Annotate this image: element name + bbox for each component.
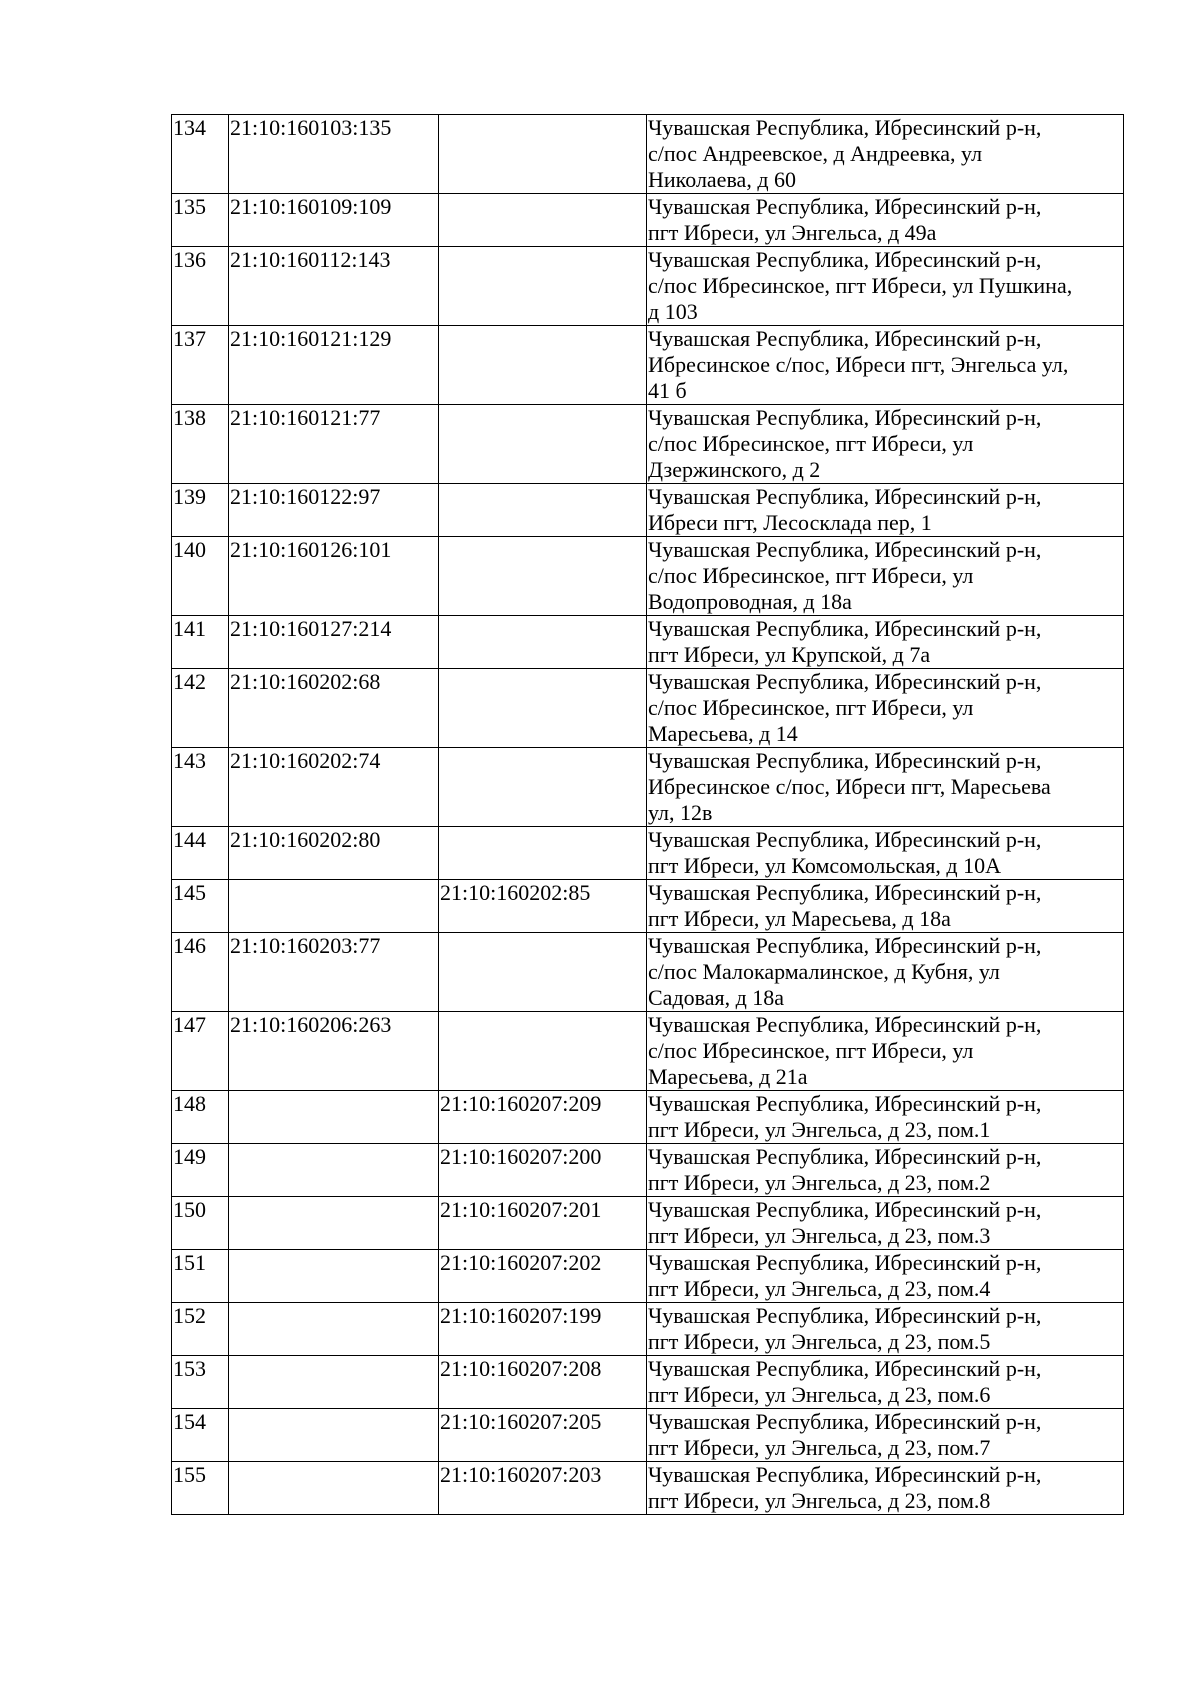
land-cadastral-number-cell	[229, 1091, 439, 1144]
row-number-cell: 136	[172, 247, 229, 326]
row-number-cell: 144	[172, 827, 229, 880]
table-row	[172, 1409, 1124, 1462]
building-cadastral-number-cell	[439, 616, 647, 669]
table-row	[172, 115, 1124, 194]
address-cell: Чувашская Республика, Ибресинский р-н, Ибресинское с/пос, Ибреси пгт, Маресьева ул, 12в	[647, 748, 1124, 827]
building-cadastral-number-cell	[439, 115, 647, 194]
row-number-cell: 137	[172, 326, 229, 405]
address-cell: Чувашская Республика, Ибресинский р-н, с/пос Ибресинское, пгт Ибреси, ул Водопроводная, д 18а	[647, 537, 1124, 616]
table-row	[172, 1197, 1124, 1250]
property-register-table	[171, 114, 1124, 1515]
building-cadastral-number-cell: 21:10:160207:203	[439, 1462, 647, 1515]
land-cadastral-number-cell	[229, 1409, 439, 1462]
land-cadastral-number-cell	[229, 880, 439, 933]
land-cadastral-number-cell	[229, 1250, 439, 1303]
table-row	[172, 1462, 1124, 1515]
table-row	[172, 1012, 1124, 1091]
table-row	[172, 537, 1124, 616]
table-row	[172, 1144, 1124, 1197]
row-number-cell: 143	[172, 748, 229, 827]
building-cadastral-number-cell	[439, 827, 647, 880]
address-cell: Чувашская Республика, Ибресинский р-н, пгт Ибреси, ул Энгельса, д 23, пом.2	[647, 1144, 1124, 1197]
table-row	[172, 1303, 1124, 1356]
land-cadastral-number-cell	[229, 1303, 439, 1356]
row-number-cell: 151	[172, 1250, 229, 1303]
land-cadastral-number-cell: 21:10:160203:77	[229, 933, 439, 1012]
building-cadastral-number-cell	[439, 669, 647, 748]
land-cadastral-number-cell: 21:10:160103:135	[229, 115, 439, 194]
land-cadastral-number-cell: 21:10:160127:214	[229, 616, 439, 669]
land-cadastral-number-cell: 21:10:160202:74	[229, 748, 439, 827]
land-cadastral-number-cell	[229, 1144, 439, 1197]
address-cell: Чувашская Республика, Ибресинский р-н, пгт Ибреси, ул Крупской, д 7а	[647, 616, 1124, 669]
building-cadastral-number-cell: 21:10:160207:200	[439, 1144, 647, 1197]
address-cell: Чувашская Республика, Ибресинский р-н, пгт Ибреси, ул Энгельса, д 49а	[647, 194, 1124, 247]
address-cell: Чувашская Республика, Ибресинский р-н, пгт Ибреси, ул Комсомольская, д 10А	[647, 827, 1124, 880]
table-row	[172, 1356, 1124, 1409]
address-cell: Чувашская Республика, Ибресинский р-н, с/пос Ибресинское, пгт Ибреси, ул Дзержинского, д 2	[647, 405, 1124, 484]
row-number-cell: 147	[172, 1012, 229, 1091]
row-number-cell: 145	[172, 880, 229, 933]
address-cell: Чувашская Республика, Ибресинский р-н, с/пос Ибресинское, пгт Ибреси, ул Маресьева, д 21а	[647, 1012, 1124, 1091]
row-number-cell: 141	[172, 616, 229, 669]
land-cadastral-number-cell	[229, 1356, 439, 1409]
land-cadastral-number-cell: 21:10:160121:77	[229, 405, 439, 484]
building-cadastral-number-cell	[439, 1012, 647, 1091]
table-row	[172, 669, 1124, 748]
address-cell: Чувашская Республика, Ибресинский р-н, Ибреси пгт, Лесосклада пер, 1	[647, 484, 1124, 537]
table-row	[172, 933, 1124, 1012]
building-cadastral-number-cell: 21:10:160207:209	[439, 1091, 647, 1144]
table-row	[172, 194, 1124, 247]
address-cell: Чувашская Республика, Ибресинский р-н, пгт Ибреси, ул Энгельса, д 23, пом.1	[647, 1091, 1124, 1144]
land-cadastral-number-cell	[229, 1197, 439, 1250]
building-cadastral-number-cell	[439, 748, 647, 827]
table-row	[172, 1091, 1124, 1144]
row-number-cell: 152	[172, 1303, 229, 1356]
row-number-cell: 149	[172, 1144, 229, 1197]
land-cadastral-number-cell: 21:10:160126:101	[229, 537, 439, 616]
land-cadastral-number-cell: 21:10:160202:80	[229, 827, 439, 880]
building-cadastral-number-cell: 21:10:160207:199	[439, 1303, 647, 1356]
land-cadastral-number-cell: 21:10:160202:68	[229, 669, 439, 748]
row-number-cell: 139	[172, 484, 229, 537]
building-cadastral-number-cell: 21:10:160207:202	[439, 1250, 647, 1303]
row-number-cell: 142	[172, 669, 229, 748]
address-cell: Чувашская Республика, Ибресинский р-н, пгт Ибреси, ул Энгельса, д 23, пом.3	[647, 1197, 1124, 1250]
address-cell: Чувашская Республика, Ибресинский р-н, с/пос Малокармалинское, д Кубня, ул Садовая, д 18а	[647, 933, 1124, 1012]
row-number-cell: 153	[172, 1356, 229, 1409]
building-cadastral-number-cell: 21:10:160202:85	[439, 880, 647, 933]
row-number-cell: 150	[172, 1197, 229, 1250]
land-cadastral-number-cell: 21:10:160122:97	[229, 484, 439, 537]
address-cell: Чувашская Республика, Ибресинский р-н, пгт Ибреси, ул Энгельса, д 23, пом.7	[647, 1409, 1124, 1462]
address-cell: Чувашская Республика, Ибресинский р-н, с/пос Ибресинское, пгт Ибреси, ул Маресьева, д 14	[647, 669, 1124, 748]
row-number-cell: 140	[172, 537, 229, 616]
row-number-cell: 155	[172, 1462, 229, 1515]
building-cadastral-number-cell	[439, 194, 647, 247]
building-cadastral-number-cell: 21:10:160207:208	[439, 1356, 647, 1409]
land-cadastral-number-cell	[229, 1462, 439, 1515]
table-row	[172, 880, 1124, 933]
table-row	[172, 247, 1124, 326]
table-row	[172, 748, 1124, 827]
building-cadastral-number-cell	[439, 484, 647, 537]
building-cadastral-number-cell: 21:10:160207:201	[439, 1197, 647, 1250]
land-cadastral-number-cell: 21:10:160112:143	[229, 247, 439, 326]
address-cell: Чувашская Республика, Ибресинский р-н, пгт Ибреси, ул Энгельса, д 23, пом.8	[647, 1462, 1124, 1515]
row-number-cell: 148	[172, 1091, 229, 1144]
land-cadastral-number-cell: 21:10:160206:263	[229, 1012, 439, 1091]
building-cadastral-number-cell	[439, 537, 647, 616]
address-cell: Чувашская Республика, Ибресинский р-н, пгт Ибреси, ул Маресьева, д 18а	[647, 880, 1124, 933]
table-row	[172, 1250, 1124, 1303]
address-cell: Чувашская Республика, Ибресинский р-н, пгт Ибреси, ул Энгельса, д 23, пом.6	[647, 1356, 1124, 1409]
row-number-cell: 138	[172, 405, 229, 484]
building-cadastral-number-cell	[439, 247, 647, 326]
table-row	[172, 827, 1124, 880]
address-cell: Чувашская Республика, Ибресинский р-н, пгт Ибреси, ул Энгельса, д 23, пом.5	[647, 1303, 1124, 1356]
building-cadastral-number-cell: 21:10:160207:205	[439, 1409, 647, 1462]
address-cell: Чувашская Республика, Ибресинский р-н, Ибресинское с/пос, Ибреси пгт, Энгельса ул, 41 б	[647, 326, 1124, 405]
row-number-cell: 135	[172, 194, 229, 247]
building-cadastral-number-cell	[439, 326, 647, 405]
table-row	[172, 405, 1124, 484]
building-cadastral-number-cell	[439, 405, 647, 484]
table-row	[172, 326, 1124, 405]
table-row	[172, 616, 1124, 669]
land-cadastral-number-cell: 21:10:160109:109	[229, 194, 439, 247]
building-cadastral-number-cell	[439, 933, 647, 1012]
row-number-cell: 146	[172, 933, 229, 1012]
address-cell: Чувашская Республика, Ибресинский р-н, с/пос Ибресинское, пгт Ибреси, ул Пушкина, д 103	[647, 247, 1124, 326]
table-row	[172, 484, 1124, 537]
address-cell: Чувашская Республика, Ибресинский р-н, пгт Ибреси, ул Энгельса, д 23, пом.4	[647, 1250, 1124, 1303]
land-cadastral-number-cell: 21:10:160121:129	[229, 326, 439, 405]
row-number-cell: 134	[172, 115, 229, 194]
address-cell: Чувашская Республика, Ибресинский р-н, с/пос Андреевское, д Андреевка, ул Николаева, д 60	[647, 115, 1124, 194]
row-number-cell: 154	[172, 1409, 229, 1462]
